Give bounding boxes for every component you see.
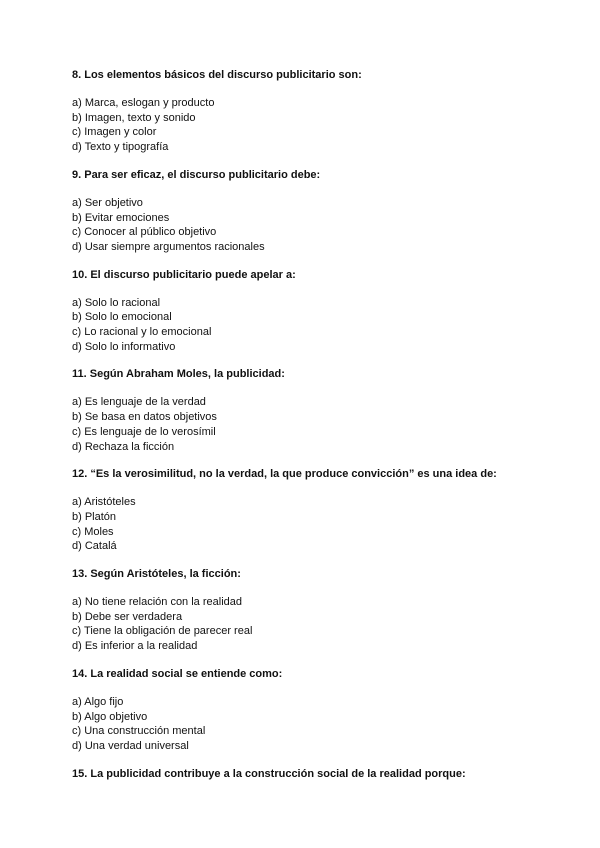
option-a: a) Es lenguaje de la verdad [72, 396, 206, 409]
question-10 [72, 268, 542, 355]
option-d: d) Usar siempre argumentos racionales [72, 240, 265, 253]
option-b: b) Algo objetivo [72, 710, 148, 723]
option-c: c) Tiene la obligación de parecer real [72, 625, 253, 638]
option-d: d) Texto y tipografía [72, 141, 169, 154]
option-a: a) No tiene relación con la realidad [72, 596, 242, 609]
question-8 [72, 68, 542, 155]
question-title: 10. El discurso publicitario puede apelar a: [72, 268, 296, 281]
option-b: b) Imagen, texto y sonido [72, 111, 196, 124]
question-14 [72, 667, 542, 754]
option-b: b) Se basa en datos objetivos [72, 411, 217, 424]
options-list [72, 196, 542, 255]
question-title: 11. Según Abraham Moles, la publicidad: [72, 368, 285, 381]
question-title: 9. Para ser eficaz, el discurso publicitario debe: [72, 168, 321, 181]
option-d: d) Solo lo informativo [72, 340, 176, 353]
options-list [72, 296, 542, 355]
question-9 [72, 168, 542, 255]
options-list [72, 96, 542, 155]
document-page [72, 68, 542, 795]
question-15 [72, 767, 542, 781]
question-title: 15. La publicidad contribuye a la construcción social de la realidad porque: [72, 767, 466, 780]
option-d: d) Catalá [72, 540, 117, 553]
options-list [72, 595, 542, 654]
option-d: d) Es inferior a la realidad [72, 640, 198, 653]
option-a: a) Algo fijo [72, 695, 124, 708]
option-c: c) Conocer al público objetivo [72, 226, 217, 239]
options-list [72, 495, 542, 554]
question-13 [72, 567, 542, 654]
option-c: c) Es lenguaje de lo verosímil [72, 425, 216, 438]
option-c: c) Una construcción mental [72, 725, 206, 738]
question-12 [72, 467, 542, 554]
question-title: 8. Los elementos básicos del discurso publicitario son: [72, 69, 362, 81]
question-11 [72, 367, 542, 454]
question-title: 13. Según Aristóteles, la ficción: [72, 568, 241, 581]
option-c: c) Lo racional y lo emocional [72, 326, 212, 339]
question-title: 14. La realidad social se entiende como: [72, 667, 283, 680]
option-a: a) Solo lo racional [72, 296, 161, 309]
options-list [72, 695, 542, 754]
option-c: c) Imagen y color [72, 126, 157, 139]
option-a: a) Ser objetivo [72, 196, 143, 209]
options-list [72, 395, 542, 454]
question-title: 12. “Es la verosimilitud, no la verdad, la que produce convicción” es una idea de: [72, 468, 497, 481]
option-d: d) Rechaza la ficción [72, 440, 175, 453]
option-d: d) Una verdad universal [72, 739, 189, 752]
option-b: b) Solo lo emocional [72, 311, 172, 324]
option-b: b) Evitar emociones [72, 211, 170, 224]
option-c: c) Moles [72, 525, 114, 538]
option-b: b) Platón [72, 510, 117, 523]
option-a: a) Aristóteles [72, 496, 136, 509]
option-b: b) Debe ser verdadera [72, 610, 183, 623]
option-a: a) Marca, eslogan y producto [72, 97, 215, 109]
